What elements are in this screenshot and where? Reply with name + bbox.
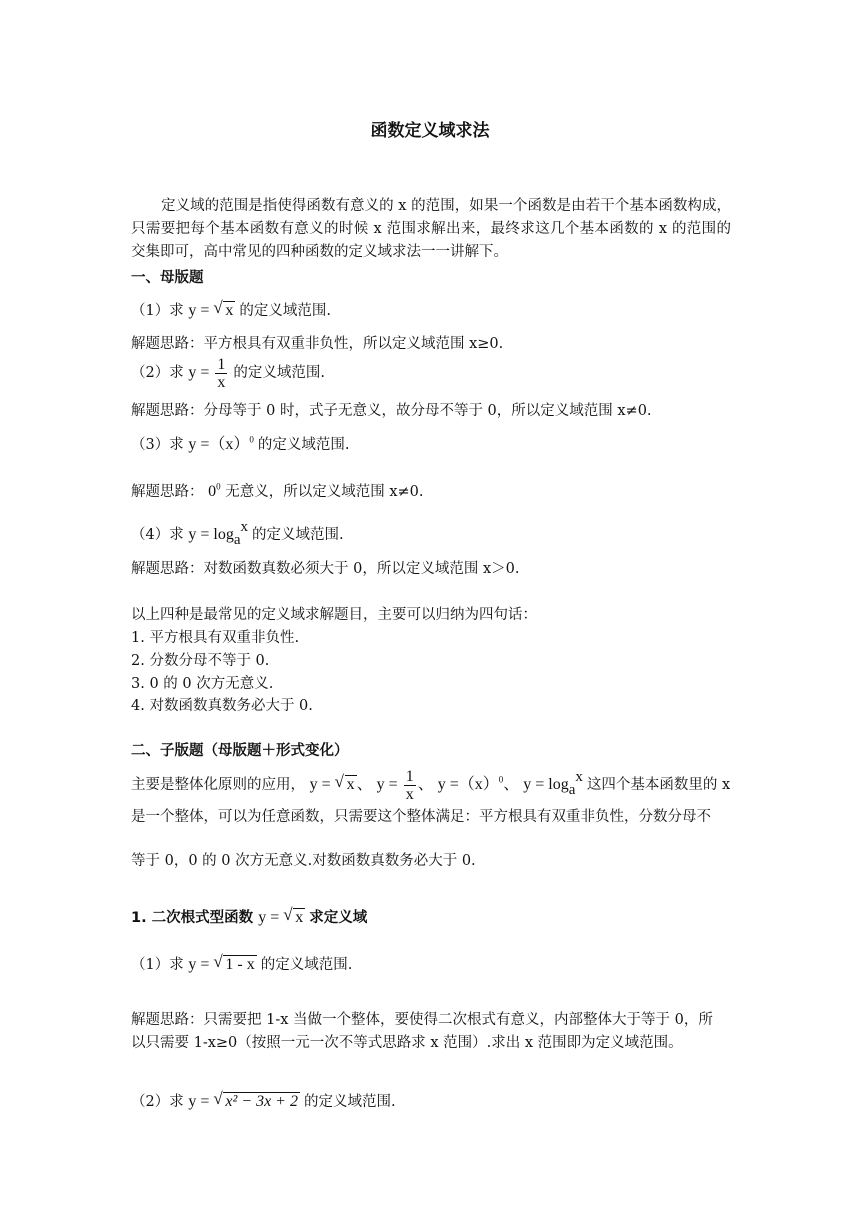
log-argument: x [575, 769, 583, 786]
intro-paragraph: 定义域的范围是指使得函数有意义的 x 的范围，如果一个函数是由若干个基本函数构成，只需要把每个基本函数有意义的时候 x 范围求解出来，最终求这几个基本函数的 x 的范围的交集即可，高中常见的四种函数的定义域求法一一讲解下。 [131, 198, 731, 260]
radicand: x [225, 302, 234, 319]
section2-paragraph-line-2: 是一个整体，可以为任意函数，只需要这个整体满足：平方根具有双重非负性，分数分母不 [131, 809, 711, 825]
section2-heading: 二、子版题（母版题＋形式变化） [131, 743, 349, 759]
fraction [215, 356, 227, 391]
denominator: x [217, 374, 226, 391]
formula-lhs: y = [188, 436, 210, 453]
formula-lhs: y = [188, 956, 210, 973]
answer-label: 解题思路： [131, 484, 204, 500]
fraction [404, 768, 416, 803]
separator: 、 [356, 776, 373, 794]
answer-suffix: 无意义，所以定义域范围 x≠0. [225, 484, 424, 500]
question-label: （4）求 [131, 527, 184, 543]
formula-log [188, 519, 252, 548]
formula-reciprocal [188, 356, 233, 391]
question-label: （1）求 [131, 957, 184, 973]
section1-answer-2: 解题思路：分母等于 0 时，式子无意义，故分母不等于 0，所以定义域范围 x≠0. [131, 403, 652, 419]
section1-answer-1: 解题思路：平方根具有双重非负性，所以定义域范围 x≥0. [131, 336, 504, 352]
subsection1-answer-1-line-1: 解题思路：只需要把 1-x 当做一个整体，要使得二次根式有意义，内部整体大于等于 0，所 [131, 1012, 713, 1028]
section1-answer-3 [131, 480, 424, 501]
section1-question-3 [131, 431, 350, 454]
section1-heading: 一、母版题 [131, 270, 204, 286]
question-label: （1）求 [131, 303, 184, 319]
question-suffix: 的定义域范围. [257, 437, 350, 453]
formula-lhs: y = [309, 776, 331, 794]
formula-zero-power [188, 436, 258, 453]
heading-suffix: 求定义域 [309, 910, 368, 926]
base: 0 [208, 483, 217, 500]
formula-lhs: y = [188, 302, 210, 319]
section1-answer-4: 解题思路：对数函数真数必须大于 0，所以定义域范围 x＞0. [131, 561, 520, 577]
sqrt-symbol: √ x [334, 772, 355, 794]
log-operator: log [213, 526, 234, 543]
sqrt-symbol: √ x [213, 298, 234, 319]
section2-paragraph-line-3: 等于 0，0 的 0 次方无意义.对数函数真数务必大于 0. [131, 853, 476, 869]
log-base: a [568, 782, 576, 799]
question-label: （2）求 [131, 365, 184, 382]
subsection1-question-1 [131, 953, 352, 974]
question-label: （2）求 [131, 1094, 184, 1110]
numerator: 1 [217, 356, 226, 373]
separator: 、 [417, 776, 434, 794]
section1-question-4 [131, 519, 344, 548]
summary-item-1: 1. 平方根具有双重非负性. [131, 630, 300, 646]
question-label: （3）求 [131, 437, 184, 453]
exponent: 0 [249, 434, 254, 445]
exponent: 0 [216, 481, 221, 492]
paragraph-suffix: 这四个基本函数里的 x [586, 777, 731, 794]
formula-lhs: y = [523, 776, 545, 794]
summary-item-3: 3. 0 的 0 次方无意义. [131, 676, 274, 692]
log-base: a [233, 532, 241, 548]
base: （x） [209, 436, 250, 453]
denominator: x [405, 786, 414, 803]
question-suffix: 的定义域范围. [233, 365, 325, 382]
log-operator: log [548, 776, 569, 794]
separator: 、 [503, 776, 520, 794]
exponent: 0 [498, 774, 504, 785]
page-title: 函数定义域求法 [370, 121, 490, 141]
formula-list [309, 768, 587, 803]
radicand: x [295, 909, 304, 926]
sqrt-symbol: √ x [283, 905, 304, 926]
subsection1-heading [131, 906, 367, 927]
subsection1-answer-1-line-2: 以只需要 1-x≥0（按照一元一次不等式思路求 x 范围）.求出 x 范围即为定义域范围。 [131, 1035, 683, 1051]
formula-lhs: y = [188, 526, 210, 543]
formula-lhs: y = [188, 364, 210, 382]
question-suffix: 的定义域范围. [239, 303, 331, 319]
summary-intro: 以上四种是最常见的定义域求解题目，主要可以归纳为四句话： [131, 607, 537, 623]
formula-sqrt-x [258, 905, 309, 926]
section1-question-2 [131, 356, 325, 391]
radicand: x² − 3x + 2 [225, 1093, 298, 1110]
subsection1-question-2 [131, 1090, 396, 1111]
formula-lhs: y = [376, 776, 398, 794]
numerator: 1 [405, 768, 414, 785]
summary-item-4: 4. 对数函数真数务必大于 0. [131, 698, 313, 714]
question-suffix: 的定义域范围. [260, 957, 353, 973]
section1-question-1 [131, 299, 331, 320]
log-argument: x [240, 519, 248, 535]
formula-sqrt-quadratic [188, 1089, 304, 1110]
formula-lhs: y = [258, 909, 280, 926]
formula-sqrt-one-minus-x [188, 952, 260, 973]
heading-prefix: 1. 二次根式型函数 [131, 910, 254, 926]
paragraph-prefix: 主要是整体化原则的应用， [131, 777, 305, 794]
formula-lhs: y = [437, 776, 459, 794]
radicand: 1 - x [225, 956, 255, 973]
base: （x） [458, 776, 499, 794]
summary-item-2: 2. 分数分母不等于 0. [131, 653, 270, 669]
sqrt-symbol: √ x² − 3x + 2 [213, 1089, 298, 1110]
formula-lhs: y = [188, 1093, 210, 1110]
radicand: x [346, 776, 355, 794]
formula-zero-zero [208, 483, 221, 500]
section2-paragraph-line-1 [131, 768, 730, 803]
formula-sqrt-x [188, 298, 239, 319]
question-suffix: 的定义域范围. [252, 527, 344, 543]
question-suffix: 的定义域范围. [303, 1094, 396, 1110]
sqrt-symbol: √ 1 - x [213, 952, 255, 973]
